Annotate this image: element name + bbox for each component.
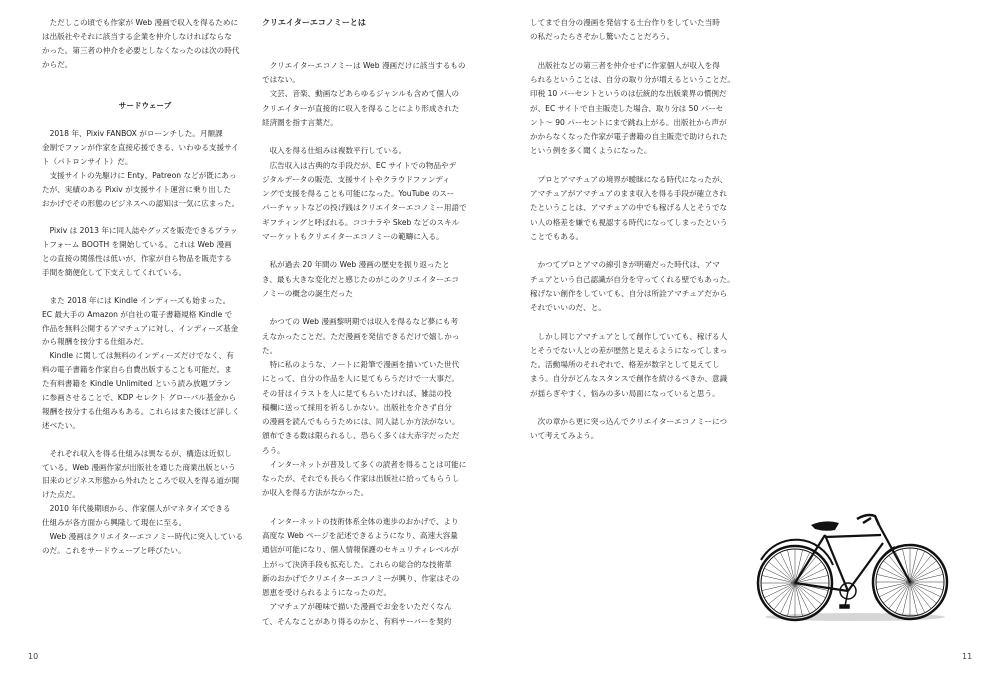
paragraph — [262, 315, 467, 358]
paragraph — [262, 87, 467, 130]
text-line: また 2018 年には Kindle インディーズも始まった。 — [42, 295, 231, 305]
blank-line — [42, 72, 248, 86]
paragraph — [42, 169, 248, 211]
text-line: 印税 10 パーセントというのは伝統的な出版業界の慣例だ — [530, 89, 727, 99]
text-line: Kindle に関しては無料のインディーズだけでなく、有 — [42, 351, 234, 361]
paragraph — [42, 349, 248, 432]
text-line: 頒布できる数は限られるし、恐らく多くは大赤字だっただ — [262, 431, 460, 441]
text-line: ングで支援を得ることも可能になった。YouTube のスー — [262, 189, 455, 198]
paragraph — [262, 258, 467, 301]
section-heading: クリエイターエコノミーとは — [262, 18, 366, 27]
wheel-spoke — [795, 583, 810, 614]
bicycle-illustration — [745, 505, 995, 675]
right-page-column — [530, 16, 738, 444]
text-line: アマチュアが趣味で描いた漫画でお金をいただくなん — [262, 602, 452, 612]
bicycle-handlebar — [857, 515, 879, 525]
text-line: けた点だ。 — [42, 490, 80, 500]
text-line: 経済圏を指す言葉だ。 — [262, 117, 338, 127]
wheel-spoke — [910, 567, 941, 582]
text-line: アマチュアがアマチュアのまま収入を得る手段が確立され — [530, 189, 727, 198]
text-line: た。活動場所のそれぞれで、格差が数字として見えてし — [530, 360, 720, 369]
blank-line — [262, 130, 467, 144]
text-line: ただしこの頃でも作家が Web 漫画で収入を得るために — [42, 18, 239, 27]
paragraph — [42, 447, 248, 503]
text-line: 仕組みが各方面から興隆して現在に至る。 — [42, 518, 187, 528]
text-line: たということは、アマチュアの中でも稼げる人とそうでな — [530, 203, 728, 213]
paragraph — [530, 59, 738, 159]
wheel-spoke — [764, 568, 795, 583]
text-line: られるということは、自分の取り分が増えるということだ。 — [530, 75, 736, 84]
text-line: それぞれ収入を得る仕組みは異なるが、構造は近似し — [42, 448, 232, 458]
paragraph — [262, 144, 467, 158]
wheel-spoke — [879, 582, 910, 597]
text-line: ント～ 90 パーセントにまで跳ね上がる。出版社から声が — [530, 117, 727, 127]
text-line: 稿欄に送って採用を祈るしかない。出版社を介さず自分 — [262, 402, 452, 412]
section-heading: サードウェーブ — [118, 101, 172, 111]
text-line: 旧来のビジネス形態から外れたところで収入を得る道が開 — [42, 476, 240, 486]
text-line: かつての Web 漫画黎明期では収入を得るなど夢にも考 — [262, 317, 459, 327]
page-number-left: 10 — [28, 652, 39, 661]
text-line: とそうでない人との差が歴然と見えるようになってしまっ — [530, 345, 728, 355]
text-line: クリエイターエコノミーは Web 漫画だけに該当するもの — [262, 60, 466, 70]
text-line: かつてプロとアマの線引きが明確だった時代は、アマ — [530, 260, 720, 270]
paragraph — [530, 258, 738, 315]
text-line: Pixiv は 2013 年に同人誌やグッズを販売できるプラッ — [42, 226, 238, 236]
paragraph — [530, 16, 738, 45]
text-line: から報酬を按分する仕組みだ。 — [42, 337, 149, 347]
blank-line — [42, 113, 248, 127]
text-line: 上がって決済手段も拡充した。これらの総合的な技術革 — [262, 559, 452, 569]
left-page-column-2 — [262, 16, 467, 629]
paragraph — [262, 600, 467, 629]
paragraph — [530, 415, 738, 444]
paragraph — [530, 330, 738, 401]
text-line: の漫画を読んでもらうためには、同人誌しか方法がない。 — [262, 417, 460, 426]
text-line: 料の電子書籍を作家自ら自費出版することも可能だ。ま — [42, 365, 232, 375]
blank-line — [42, 85, 248, 99]
text-line: 恩恵を受けられるようになったのだ。 — [262, 588, 392, 597]
text-line: に参画させることで、KDP セレクト グローバル基金から — [42, 393, 237, 403]
text-line: 報酬を按分する仕組みもある。これらはまた後ほど詳しく — [42, 406, 240, 416]
text-line: 私が過去 20 年間の Web 漫画の歴史を振り返ったと — [262, 260, 450, 270]
text-line: との直接の関係性は低いが、作家が自ら物品を販売する — [42, 254, 232, 264]
blank-line — [262, 30, 467, 44]
blank-line — [530, 401, 738, 415]
text-line: という例を多く聞くようになった。 — [530, 146, 652, 156]
paragraph — [262, 515, 467, 601]
bicycle-frame — [795, 525, 910, 591]
blank-line — [42, 433, 248, 447]
text-line: まう。自分がどんなスタンスで創作を続けるべきか、意識 — [530, 374, 728, 384]
page-number-right: 11 — [962, 652, 973, 661]
text-line: は出版社やそれに該当する企業を仲介しなければならな — [42, 31, 232, 41]
text-line: 述べたい。 — [42, 420, 80, 430]
text-line: パーチャットなどの投げ銭はクリエイターエコノミー用語で — [262, 203, 467, 213]
text-line: 文芸、音楽、動画などあらゆるジャンルも含めて個人の — [262, 89, 460, 99]
text-line: 広告収入は古典的な手段だが、EC サイトでの物品やデ — [262, 160, 457, 170]
text-line: えなかったことだ。ただ漫画を発信できるだけで嬉しかっ — [262, 331, 460, 341]
text-line: にとって、自分の作品を人に見てもらうだけで一大事だ。 — [262, 374, 460, 384]
text-line: ノミーの概念の誕生だった — [262, 288, 354, 298]
blank-line — [262, 244, 467, 258]
text-line: たが、実績のある Pixiv が支援サイト運営に乗り出した — [42, 184, 231, 194]
paragraph — [42, 127, 248, 169]
text-line: してまで自分の漫画を発信する土台作りをしていた当時 — [530, 18, 720, 27]
text-line: 新のおかげでクリエイターエコノミーが興り、作家はその — [262, 573, 460, 583]
left-page-column-1 — [42, 16, 248, 558]
blank-line — [530, 244, 738, 258]
text-line: 出版社などの第三者を仲介せずに作家個人が収入を得 — [530, 60, 720, 70]
text-line: インターネットの技術体系全体の進歩のおかげで、より — [262, 516, 459, 526]
text-line: プロとアマチュアの境界が曖昧になる時代になったが、 — [530, 174, 728, 184]
text-line: 手間を簡便化して下支えしてくれている。 — [42, 268, 187, 278]
text-line: のだ。これをサードウェーブと呼びたい。 — [42, 545, 186, 555]
wheel-spoke — [780, 552, 795, 583]
wheel-spoke — [910, 582, 925, 613]
wheel-spoke — [780, 583, 795, 614]
text-line: マーケットもクリエイターエコノミーの範疇に入る。 — [262, 231, 444, 241]
text-line: かからなくなった作家が電子書籍の自主販売で助けられた — [530, 132, 728, 141]
paragraph — [530, 173, 738, 244]
text-line: か収入を得る方法がなかった。 — [262, 488, 369, 498]
text-line: その昔はイラストを人に見てもらいたければ、雑誌の投 — [262, 388, 452, 398]
text-line: いて考えてみよう。 — [530, 431, 599, 441]
text-line: インターネットが普及して多くの読者を得ることは可能に — [262, 459, 467, 469]
wheel-spoke — [895, 582, 910, 613]
paragraph — [42, 224, 248, 280]
text-line: からだ。 — [42, 59, 73, 69]
text-line: 作品を無料公開するアマチュアに対し、インディーズ基金 — [42, 323, 239, 333]
text-line: が、EC サイトで自主販売した場合、取り分は 50 パーセ — [530, 103, 724, 113]
text-line: 特に私のような、ノートに鉛筆で漫画を描いていた世代 — [262, 360, 460, 369]
paragraph — [42, 294, 248, 350]
text-line: ト（パトロンサイト）だ。 — [42, 156, 133, 166]
blank-line — [530, 159, 738, 173]
text-line: い人の格差を嫌でも視認する時代になってしまったという — [530, 217, 728, 227]
blank-line — [42, 280, 248, 294]
paragraph — [42, 16, 248, 72]
text-line: 高度な Web ページを記述できるようになり、高速大容量 — [262, 531, 458, 540]
text-line: 2018 年、Pixiv FANBOX がローンチした。月額課 — [42, 129, 223, 139]
text-line: Web 漫画はクリエイターエコノミー時代に突入している — [42, 531, 244, 541]
text-line: た。 — [262, 345, 278, 355]
paragraph — [42, 530, 248, 558]
paragraph — [262, 59, 467, 88]
blank-line — [262, 501, 467, 515]
text-line: 2010 年代後期頃から、作家個人がマネタイズできる — [42, 504, 231, 514]
wheel-spoke — [910, 551, 925, 582]
blank-line — [262, 301, 467, 315]
wheel-spoke — [910, 582, 941, 597]
text-line: ことでもある。 — [530, 231, 584, 241]
text-line: き、最も大きな変化だと感じたのがこのクリエイターエコ — [262, 274, 459, 284]
bicycle-crank — [840, 583, 856, 608]
text-line: ジタルデータの販売、支援サイトやクラウドファンディ — [262, 174, 451, 184]
text-line: て、そんなことがあり得るのかと、有料サーバーを契約 — [262, 616, 452, 626]
text-line: ギフティングと呼ばれる。ココナラや Skeb などのスキル — [262, 217, 460, 227]
text-line: 次の章から更に突っ込んでクリエイターエコノミーにつ — [530, 417, 728, 426]
paragraph — [262, 358, 467, 458]
text-line: が揺らぎやすく、悩みの多い局面になっていると思う。 — [530, 388, 720, 398]
wheel-spoke — [764, 583, 795, 598]
paragraph — [262, 458, 467, 501]
text-line: なったが、それでも長らく作家は出版社に拾ってもらうし — [262, 474, 460, 483]
text-line: ろう。 — [262, 445, 285, 455]
blank-line — [262, 45, 467, 59]
text-line: ではない。 — [262, 75, 300, 84]
text-line: クリエイターが直接的に収入を得ることにより形成された — [262, 103, 460, 113]
text-line: EC 最大手の Amazon が自社の電子書籍規格 Kindle で — [42, 309, 233, 319]
text-line: ている。Web 漫画作家が出版社を通じた商業出版という — [42, 462, 236, 472]
text-line: おかげでその形態のビジネスへの認知は一気に広まった。 — [42, 198, 240, 208]
text-line: 通信が可能になり、個人情報保護のセキュリティレベルが — [262, 545, 459, 555]
text-line: 稼げない創作をしていても、自分は所詮アマチュアだから — [530, 288, 728, 298]
text-line: しかし同じアマチュアとして創作していても、稼げる人 — [530, 331, 728, 341]
paragraph — [262, 159, 467, 245]
text-line: 収入を得る仕組みは複数平行している。 — [262, 146, 407, 156]
text-line: た有料書籍を Kindle Unlimited という読み放題プラン — [42, 379, 231, 389]
text-line: それでいいのだ、と。 — [530, 303, 606, 312]
text-line: 支援サイトの先駆けに Enty、Patreon などが既にあっ — [42, 170, 237, 180]
text-line: かった。第三者の仲介を必要としなくなったのは次の時代 — [42, 45, 240, 55]
blank-line — [42, 210, 248, 224]
text-line: トフォーム BOOTH を開始している。これは Web 漫画 — [42, 240, 232, 250]
text-line: チュアという自己認識が自分を守ってくれる壁でもあった。 — [530, 274, 735, 284]
blank-line — [530, 45, 738, 59]
paragraph — [42, 502, 248, 530]
text-line: の私だったらさぞかし驚いたことだろう。 — [530, 32, 675, 42]
text-line: 金制でファンが作家を直接応援できる、いわゆる支援サイ — [42, 143, 239, 153]
blank-line — [530, 315, 738, 329]
bicycle-saddle — [811, 521, 839, 530]
